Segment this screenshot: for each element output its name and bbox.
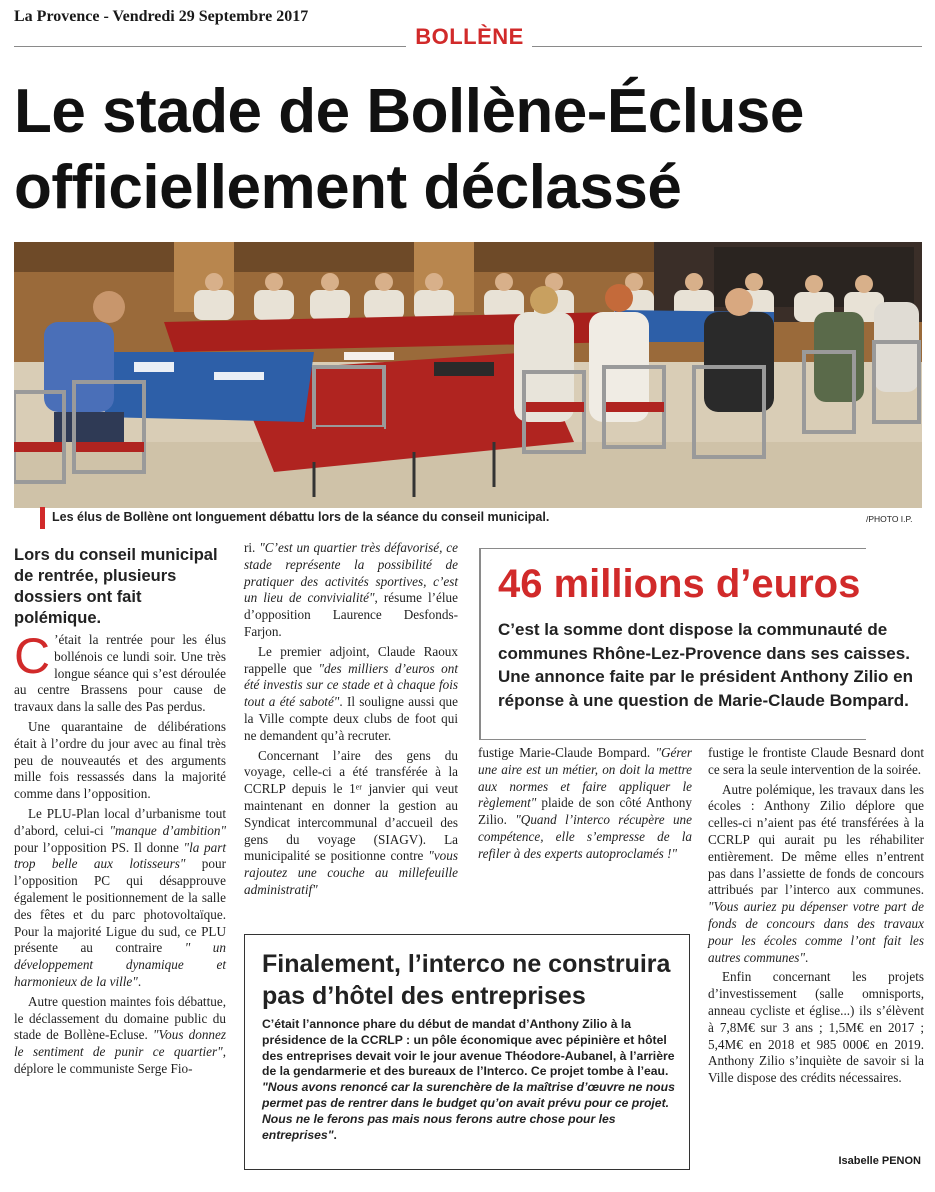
p3-text-a: Le PLU-Plan local d’urbanisme tout d’abord, celui-ci [14,805,226,838]
p5-text-a: ri. [244,540,260,555]
paragraph-6 [244,644,458,745]
article-column-3 [478,745,692,866]
p6-text-b: . Il souligne aussi que la Ville compte deux clubs de foot qui ne demandent qu’à recruter. [244,694,458,743]
paragraph-2: Une quarantaine de délibérations était à l’ordre du jour avec au final très peu de nouveautés et des arguments mille fois ressassés dans la majorité comme dans l’opposition. [14,718,226,802]
box-interco-text [262,1017,680,1143]
council-meeting-photo [14,242,922,508]
header-rule-right [532,46,922,47]
box-interco-text-c: . [333,1127,337,1142]
p3-quote-b: "la part trop belle aux lotisseurs" [14,839,227,872]
paragraph-7-end: fustige le frontiste Claude Besnard dont ce sera la seule intervention de la soirée. [708,745,924,777]
article-lede: Lors du conseil municipal de rentrée, plusieurs dossiers ont fait polémique. [14,546,218,627]
p7-text-a: Concernant l’aire des gens du voyage, celle-ci a été transférée à la CCRLP depuis le 1ᵉʳ janvier qui veut maintenant en donner la gestion au Syndicat intercommunal d’accueil des gens du voyage (SIAGV). La municipalité se positionne contre [244,747,458,864]
paragraph-3 [14,806,226,991]
paragraph-9: Enfin concernant les projets d’investissement (salle omnisports, anneau cycliste et église...) ils s’élèvent à 7,8M€ sur 3 ans ; 1,5M€ en 2017 ; 5,4M€ en 2018 et 985 000€ en 2019. Anthony Zilio s’inquiète de savoir si la Ville dispose des crédits nécessaires. [708,969,924,1086]
p8-text-b: . [804,949,809,965]
p4-text-b: , déplore le communiste Serge Fio- [14,1044,226,1076]
p7-quote-a: "vous rajoutez une couche au millefeuille administratif" [244,848,458,897]
box-interco-title: Finalement, l’interco ne construira pas d’hôtel des entreprises [262,950,671,1010]
newspaper-source: La Provence - Vendredi 29 Septembre 2017 [14,8,309,25]
p6-quote: "des milliers d’euros ont été investis sur ce stade et à chaque fois tout a été saboté" [244,660,458,710]
paragraph-1 [14,628,226,716]
p4-text-a: Autre question maintes fois débattue, le déclassement du domaine public du stade de Bollène-Ecluse. [14,993,226,1043]
author-signature: Isabelle PENON [838,1155,921,1167]
p5-quote: "C’est un quartier très défavorisé, ce stade représente la possibilité de pratiquer des activités sportives, c’est un lieu de convivialité" [244,540,458,606]
header-rule-left [14,46,406,47]
article-column-1 [14,628,227,1081]
paragraph-7 [244,748,458,899]
p3-text-d: . [137,973,142,989]
paragraph-1-text: ’était la rentrée pour les élus bollénois ce lundi soir. Une très longue séance qui s’est déroulée au centre Brassens pour cause de travaux dans la salle des Pas perdus. [14,632,226,715]
box-interco-text-a: C’était l’annonce phare du début de mandat d’Anthony Zilio à la présidence de la CCRLP : un pôle économique avec pépinière et hôtel des entreprises devait voir le jour avenue Théodore-Aubanel, à l’arrière de la gendarmerie et des bureaux de l’Interco. Ce projet tombe à l’eau. [262,1017,675,1079]
paragraph-4 [14,994,226,1078]
p8-quote: "Vous auriez pu dépenser votre part de fonds de concours dans des travaux pour les écoles comme l’ont fait les autres communes" [708,899,924,965]
p4-quote: "Vous donnez le sentiment de punir ce quartier" [14,1027,227,1060]
p3-quote-a: "manque d’ambition" [109,822,226,838]
box-millions-text: C’est la somme dont dispose la communauté de communes Rhône-Lez-Provence dans ses caisses. Une annonce faite par le président Anthony Zilio en réponse à une question de Marie-Claude Bompard. [498,620,913,710]
article-photo [14,242,922,508]
photo-credit: /PHOTO I.P. [866,514,913,524]
box-millions-border-top [479,548,866,549]
p3-text-b: pour l’opposition PS. Il donne [14,839,184,855]
p6-text-a: Le premier adjoint, Claude Raoux rappelle que [244,643,458,676]
p7-quote-b: "Gérer une aire est un métier, on doit la mettre aux normes et faire appliquer le règlement" [478,745,692,811]
p7-quote-c: "Quand l’interco récupère une compétence, elle s’empresse de la refiler à des experts autoproclamés !" [478,812,692,861]
p3-quote-c: " un développement dynamique et harmonieux de la ville" [14,940,226,989]
article-column-2 [244,540,458,902]
p3-text-c: pour l’opposition PC qui désapprouve également le positionnement de la salle des fêtes et du parc photovoltaïque. Pour la majorité Ligue du sud, ce PLU présente au contraire [14,856,226,956]
p5-text-b: , résume l’élue d’opposition Laurence Desfonds-Farjon. [244,590,458,639]
caption-marker [40,507,45,529]
box-millions-border-left [479,548,481,740]
paragraph-8 [708,782,924,967]
photo-caption: Les élus de Bollène ont longuement débattu lors de la séance du conseil municipal. [52,510,550,524]
p7-text-c: plaide de son côté Anthony Zilio. [478,795,692,828]
paragraph-5 [244,540,458,641]
drop-cap: C [14,628,51,684]
box-millions-title: 46 millions d’euros [498,562,861,606]
box-interco-quote: "Nous avons renoncé car la surenchère de la maîtrise d’œuvre ne nous permet pas de rentrer dans le budget qu’on avait prévu pour ce projet. Nous ne le ferons pas mais nous ferons autre chose pour les entreprises" [262,1080,675,1142]
paragraph-7-continued [478,745,692,863]
box-millions-border-bottom [479,739,866,740]
p7-text-b: fustige Marie-Claude Bompard. [478,745,656,760]
p8-text-a: Autre polémique, les travaux dans les écoles : Anthony Zilio déplore que celles-ci n’aient pas été transférées à la CCRLP qui aurait pu les réhabiliter entièrement. De même elles n’entrent pas dans l’assiette de fonds de concours attribués par l’interco aux communes. [708,781,924,898]
article-title: Le stade de Bollène-Écluse officiellement déclassé [14,77,804,222]
section-label: BOLLÈNE [415,24,524,49]
article-column-4 [708,745,924,1090]
